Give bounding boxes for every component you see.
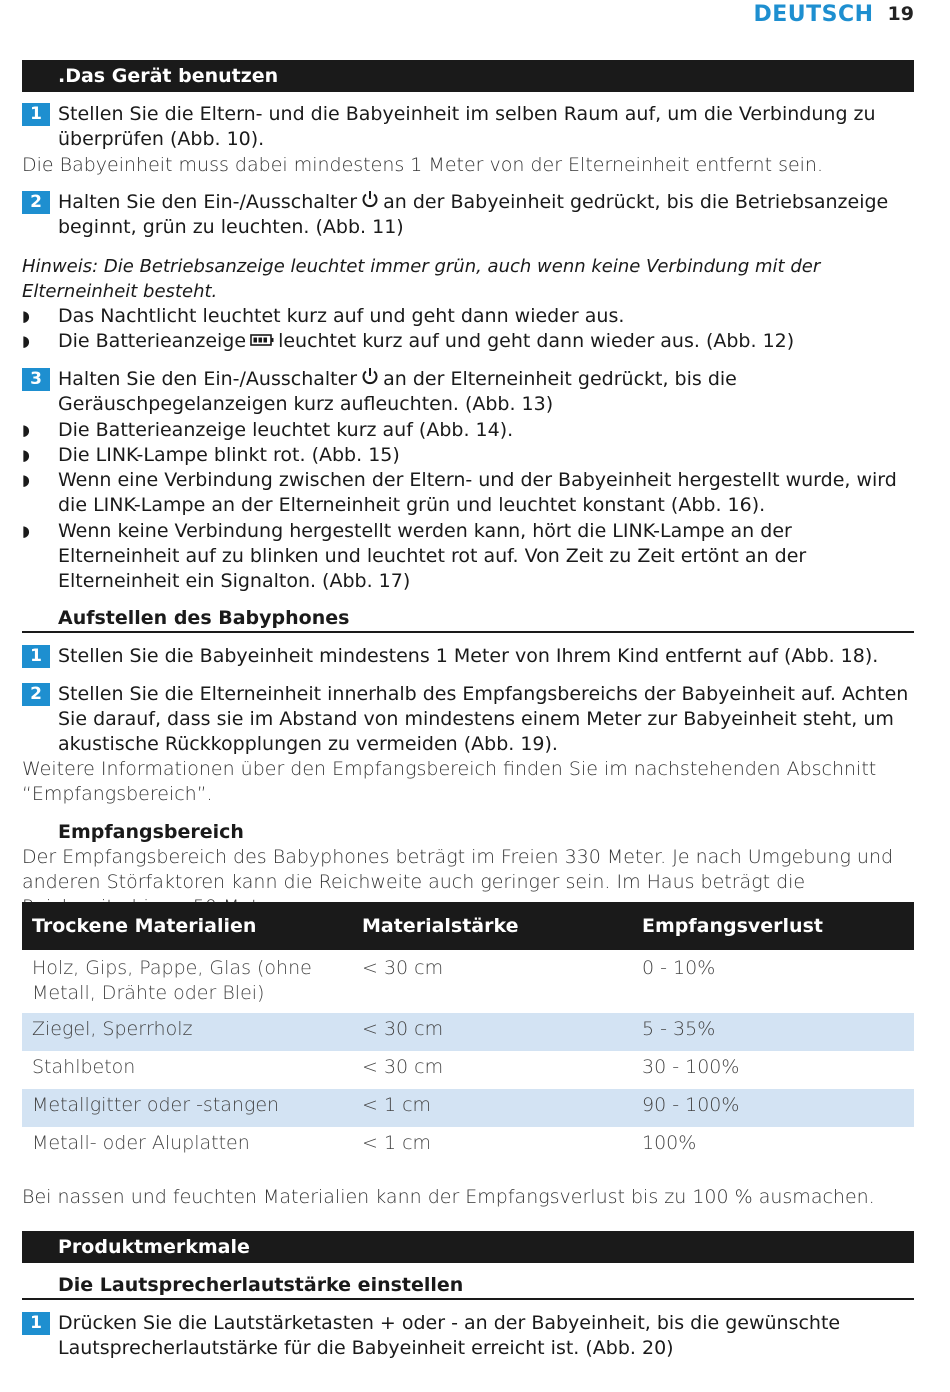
step-text: Drücken Sie die Lautstärketasten + oder - an der Babyeinheit, bis die gewünschte Lautsprecherlautstärke für die Babyeinheit erreicht ist. (Abb. 20) <box>58 1312 841 1359</box>
bullet-no-link <box>22 519 914 594</box>
table-cell: Holz, Gips, Pappe, Glas (ohne Metall, Drähte oder Blei) <box>32 957 312 1004</box>
bullet-text: Die Batterieanzeige leuchtet kurz auf (Abb. 14). <box>58 419 514 441</box>
bullet-arrow-icon: ◗ <box>22 332 30 350</box>
bullet-battery <box>22 329 914 354</box>
table-cell: 0 - 10% <box>642 957 716 979</box>
section-title-features: Produktmerkmale <box>22 1231 914 1263</box>
step-text-a: Halten Sie den Ein-/Ausschalter <box>58 191 358 213</box>
subsection-title-volume: Die Lautsprecherlautstärke einstellen <box>22 1273 914 1300</box>
bullet-arrow-icon: ◗ <box>22 421 30 439</box>
bullet-arrow-icon: ◗ <box>22 471 30 489</box>
language-label: DEUTSCH <box>753 1 874 27</box>
step-3 <box>22 367 914 417</box>
bullet-text: Die LINK-Lampe blinkt rot. (Abb. 15) <box>58 444 400 466</box>
table-cell: 30 - 100% <box>642 1056 740 1078</box>
table-cell: < 30 cm <box>352 1013 632 1051</box>
step-text-b: an der Babyeinheit gedrückt, bis die Betriebsanzeige beginnt, grün zu leuchten. (Abb. 11) <box>58 191 889 238</box>
step-1-note: Die Babyeinheit muss dabei mindestens 1 Meter von der Elterneinheit entfernt sein. <box>22 154 824 176</box>
range-table <box>22 902 914 1165</box>
step-2 <box>22 190 914 240</box>
bullet-text: Wenn eine Verbindung zwischen der Eltern- und der Babyeinheit hergestellt wurde, wird die LINK-Lampe an der Elterneinheit grün und leuchtet konstant (Abb. 16). <box>58 469 897 516</box>
section-title-use: .Das Gerät benutzen <box>22 60 914 92</box>
power-icon <box>361 367 379 392</box>
table-cell: 5 - 35% <box>632 1013 914 1051</box>
bullet-battery-flash <box>22 418 914 443</box>
step-number: 2 <box>22 191 50 214</box>
bullet-link-green <box>22 468 914 518</box>
table-cell: < 1 cm <box>352 1089 632 1127</box>
bullet-arrow-icon: ◗ <box>22 522 30 540</box>
step-text <box>58 367 914 417</box>
bullet-link-red <box>22 443 914 468</box>
table-cell: 100% <box>642 1132 697 1154</box>
subsection-title-setup: Aufstellen des Babyphones <box>22 606 914 633</box>
bullet-arrow-icon: ◗ <box>22 446 30 464</box>
range-footnote: Bei nassen und feuchten Materialien kann der Empfangsverlust bis zu 100 % ausmachen. <box>22 1186 875 1208</box>
step-text-b: an der Elterneinheit gedrückt, bis die Geräuschpegelanzeigen kurz aufleuchten. (Abb. 13) <box>58 368 737 415</box>
step-number: 1 <box>22 1312 50 1335</box>
table-cell: Metall- oder Aluplatten <box>32 1132 250 1154</box>
bullet-text: Das Nachtlicht leuchtet kurz auf und geht dann wieder aus. <box>58 305 625 327</box>
table-cell: < 30 cm <box>362 1056 444 1078</box>
table-row <box>22 1051 914 1089</box>
step-number: 1 <box>22 103 50 126</box>
step-text: Stellen Sie die Eltern- und die Babyeinheit im selben Raum auf, um die Verbindung zu überprüfen (Abb. 10). <box>58 103 876 150</box>
page-number: 19 <box>887 3 914 25</box>
power-icon <box>361 190 379 215</box>
bullet-arrow-icon: ◗ <box>22 307 30 325</box>
bullet-text-b: leuchtet kurz auf und geht dann wieder aus. (Abb. 12) <box>278 330 795 352</box>
bullet-text <box>58 329 914 354</box>
step-number: 1 <box>22 645 50 668</box>
table-header: Trockene Materialien <box>22 902 352 950</box>
bullet-text: Wenn keine Verbindung hergestellt werden kann, hört die LINK-Lampe an der Elterneinheit auf zu blinken und leuchtet rot auf. Von Zeit zu Zeit ertönt an der Elterneinheit ein Signalton. (Abb. 17) <box>58 520 807 592</box>
step-text: Stellen Sie die Elterneinheit innerhalb des Empfangsbereichs der Babyeinheit auf. Achten Sie darauf, dass sie im Abstand von mindestens einem Meter zur Babyeinheit steht, um akustische Rückkopplungen zu vermeiden (Abb. 19). <box>58 683 909 755</box>
hinweis-note: Hinweis: Die Betriebsanzeige leuchtet immer grün, auch wenn keine Verbindung mit der Elterneinheit besteht. <box>22 256 821 302</box>
setup-step-1 <box>22 644 914 669</box>
table-row <box>22 950 914 1013</box>
table-cell: Stahlbeton <box>32 1056 136 1078</box>
step-number: 2 <box>22 683 50 706</box>
table-row <box>22 1013 914 1051</box>
step-1 <box>22 102 914 152</box>
table-cell: 90 - 100% <box>632 1089 914 1127</box>
step-number: 3 <box>22 368 50 391</box>
step-text-a: Halten Sie den Ein-/Ausschalter <box>58 368 358 390</box>
table-cell: < 30 cm <box>362 957 444 979</box>
bullet-text-a: Die Batterieanzeige <box>58 330 247 352</box>
table-header: Materialstärke <box>352 902 632 950</box>
table-row <box>22 1127 914 1165</box>
setup-more-info: Weitere Informationen über den Empfangsbereich finden Sie im nachstehenden Abschnitt “Empfangsbereich”. <box>22 758 877 805</box>
bullet-nightlight <box>22 304 914 329</box>
table-row <box>22 1089 914 1127</box>
step-text: Stellen Sie die Babyeinheit mindestens 1 Meter von Ihrem Kind entfernt auf (Abb. 18). <box>58 645 879 667</box>
setup-step-2 <box>22 682 914 757</box>
table-header-row <box>22 902 914 950</box>
table-header: Empfangsverlust <box>632 902 914 950</box>
range-intro: Der Empfangsbereich des Babyphones beträgt im Freien 330 Meter. Je nach Umgebung und anderen Störfaktoren kann die Reichweite auch geringer sein. Im Haus beträgt die <box>22 846 894 893</box>
step-text <box>58 190 914 240</box>
battery-icon <box>250 329 274 354</box>
volume-step-1 <box>22 1311 914 1361</box>
subsection-title-range: Empfangsbereich <box>58 821 244 843</box>
page-header <box>753 0 914 28</box>
table-cell: Metallgitter oder -stangen <box>22 1089 352 1127</box>
table-cell: < 1 cm <box>362 1132 432 1154</box>
table-cell: Ziegel, Sperrholz <box>22 1013 352 1051</box>
